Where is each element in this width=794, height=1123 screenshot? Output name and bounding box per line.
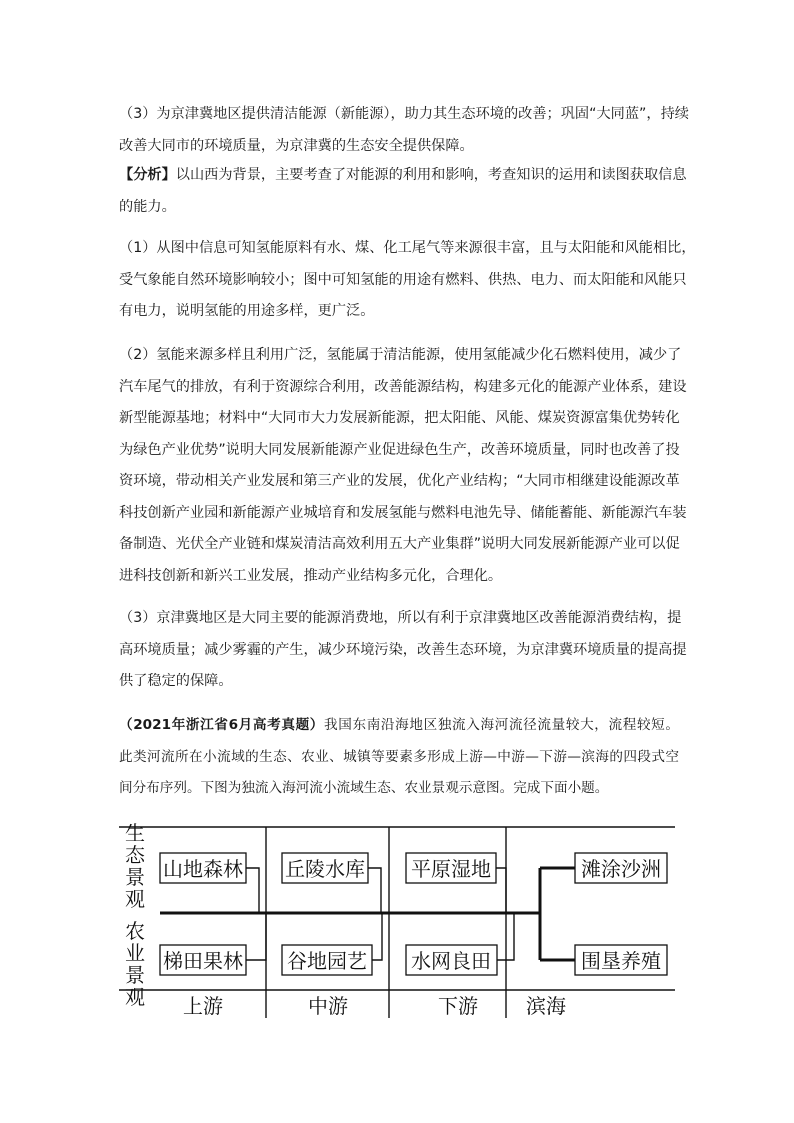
text-line: 进科技创新和新兴工业发展，推动产业结构多元化，合理化。 [119,567,503,584]
text-line: 受气象能自然环境影响较小；图中可知氢能的用途有燃料、供热、电力、而太阳能和风能只 [119,271,687,288]
agri-box-label: 围垦养殖 [581,949,661,973]
eco-side-label: 景 [125,865,145,889]
text-line: 供了稳定的保障。 [119,673,233,689]
question-text: 我国东南沿海地区独流入海河流径流量较大，流程较短。 [324,717,680,733]
agri-box-label: 梯田果林 [163,949,243,973]
connector-line [246,868,259,913]
agri-side-label: 景 [125,963,145,987]
text-line: 科技创新产业园和新能源产业城培育和发展氢能与燃料电池先导、储能蓄能、新能源汽车装 [119,504,687,521]
eco-side-label: 生 [125,821,145,845]
eco-box-label: 平原湿地 [411,857,491,881]
connector-line [246,913,266,960]
text-line: 为绿色产业优势”说明大同发展新能源产业促进绿色生产，改善环境质量，同时也改善了投 [119,441,680,458]
text-line: 改善大同市的环境质量，为京津冀的生态安全提供保障。 [119,137,474,154]
eco-box-label: 山地森林 [163,857,243,881]
agri-box-label: 谷地园艺 [287,949,367,973]
agri-side-label: 农 [125,919,145,943]
eco-side-label: 态 [125,843,145,867]
text-line: 的能力。 [119,198,176,215]
segment-label-downstream: 下游 [438,994,478,1018]
agri-side-label: 观 [125,985,145,1009]
text-line: 有电力，说明氢能的用途多样，更广泛。 [119,303,375,319]
connector-line [496,868,506,913]
eco-side-label: 观 [125,887,145,911]
text-line: （3）为京津冀地区提供清洁能源（新能源），助力其生态环境的改善；巩固“大同蓝”，持续 [119,106,689,122]
agri-side-label: 业 [125,941,145,965]
analysis-text: 以山西为背景，主要考查了对能源的利用和影响，考查知识的运用和读图获取信息 [175,167,687,183]
text-line: （3）京津冀地区是大同主要的能源消费地，所以有利于京津冀地区改善能源消费结构，提 [119,610,682,626]
text-line: 高环境质量；减少雾霾的产生，减少环境污染，改善生态环境，为京津冀环境质量的提高提 [119,641,687,658]
segment-label-upstream: 上游 [183,994,223,1018]
segment-label-midstream: 中游 [308,994,348,1018]
text-line: 此类河流所在小流域的生态、农业、城镇等要素多形成上游—中游—下游—滨海的四段式空 [119,748,679,765]
text-line: 资环境，带动相关产业发展和第三产业的发展，优化产业结构；“大同市相继建设能源改革 [119,473,680,489]
question-source: （2021年浙江省6月高考真题） [119,717,325,733]
text-line: （2）氢能来源多样且利用广泛，氢能属于清洁能源，使用氢能减少化石燃料使用，减少了 [119,347,682,363]
text-line: 汽车尾气的排放，有利于资源综合利用，改善能源结构，构建多元化的能源产业体系，建设 [119,378,687,395]
segment-label-coastal: 滨海 [526,994,566,1018]
text-line: 新型能源基地；材料中“大同市大力发展新能源，把太阳能、风能、煤炭资源富集优势转化 [119,410,680,426]
agri-box-label: 水网良田 [411,949,491,973]
eco-box-label: 滩涂沙洲 [581,857,661,881]
text-line: 间分布序列。下图为独流入海河流小流域生态、农业景观示意图。完成下面小题。 [119,780,609,796]
connector-line [372,913,382,960]
eco-box-label: 丘陵水库 [285,857,365,881]
text-line: （1）从图中信息可知氢能原料有水、煤、化工尾气等来源很丰富，且与太阳能和风能相比， [119,240,696,256]
text-line: 备制造、光伏全产业链和煤炭清洁高效利用五大产业集群”说明大同发展新能源产业可以促 [119,536,680,552]
connector-line [368,868,381,913]
analysis-tag: 【分析】 [119,167,176,183]
